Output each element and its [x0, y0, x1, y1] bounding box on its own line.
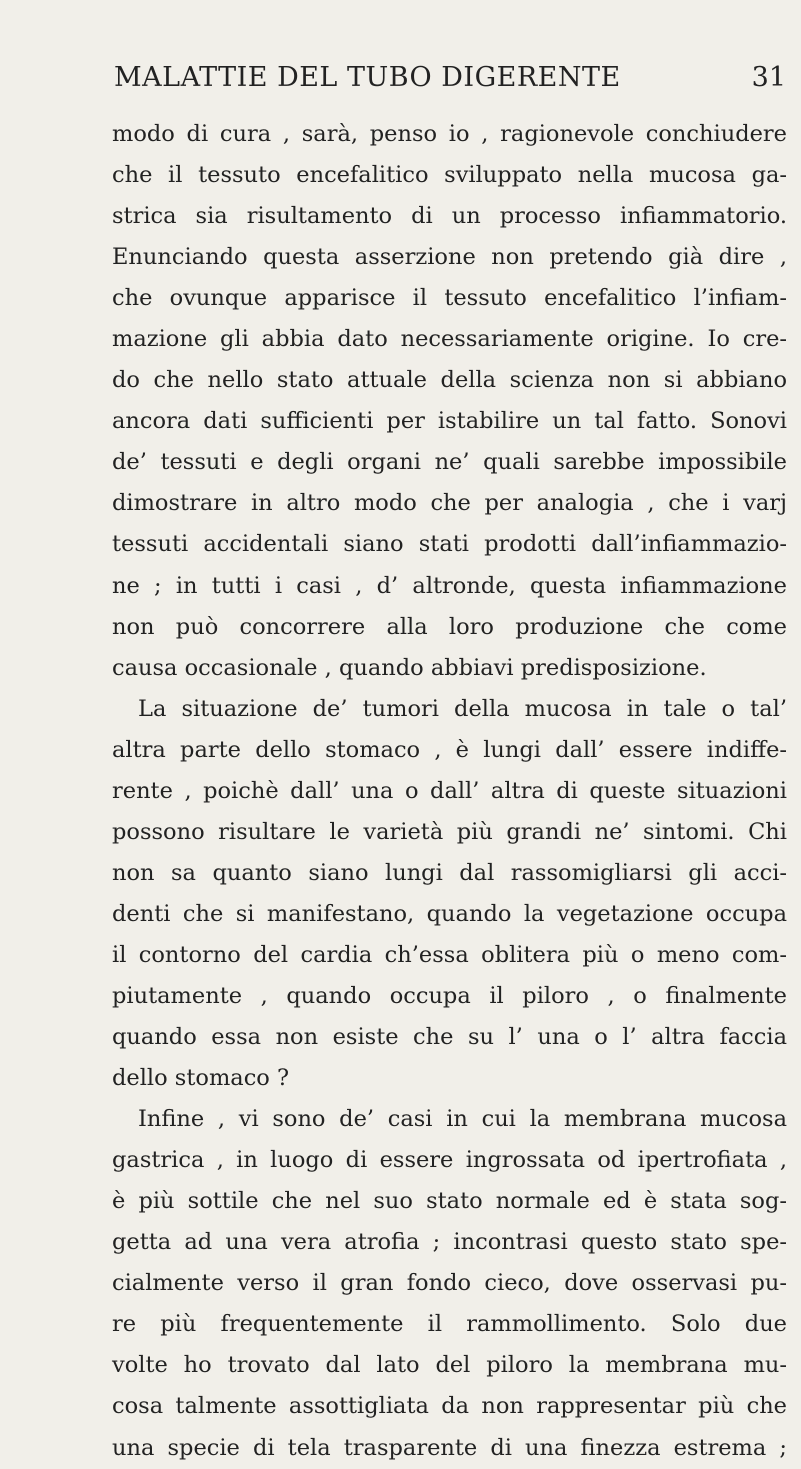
text-line: do che nello stato attuale della scienza non si abbiano — [112, 367, 787, 394]
text-line: rente , poichè dall’ una o dall’ altra di queste situazioni — [112, 777, 787, 804]
text-line: re più frequentemente il rammollimento. Solo due — [112, 1311, 787, 1338]
text-line: strica sia risultamento di un processo infiammatorio. — [112, 203, 787, 230]
text-line: mazione gli abbia dato necessariamente origine. Io cre- — [112, 326, 787, 353]
text-line: non può concorrere alla loro produzione che come — [112, 613, 787, 640]
text-line: Infine , vi sono de’ casi in cui la membrana mucosa — [138, 1106, 787, 1133]
text-line: cialmente verso il gran fondo cieco, dove osservasi pu- — [112, 1270, 787, 1297]
page-number: 31 — [751, 62, 786, 93]
text-line: tessuti accidentali siano stati prodotti dall’infiammazio- — [112, 531, 787, 558]
text-line: ne ; in tutti i casi , d’ altronde, questa infiammazione — [112, 572, 787, 599]
text-line: cosa talmente assottigliata da non rappresentar più che — [112, 1393, 787, 1420]
text-line: il contorno del cardia ch’essa oblitera più o meno com- — [112, 941, 787, 968]
body-text — [112, 114, 787, 1469]
text-line: volte ho trovato dal lato del piloro la membrana mu- — [112, 1352, 787, 1379]
running-title: MALATTIE DEL TUBO DIGERENTE — [114, 62, 621, 93]
text-line: dello stomaco ? — [112, 1065, 290, 1092]
page-header — [114, 62, 794, 102]
text-line: possono risultare le varietà più grandi ne’ sintomi. Chi — [112, 818, 787, 845]
text-line: getta ad una vera atrofia ; incontrasi questo stato spe- — [112, 1229, 787, 1256]
text-line: ancora dati sufficienti per istabilire un tal fatto. Sonovi — [112, 408, 787, 435]
text-line: piutamente , quando occupa il piloro , o finalmente — [112, 982, 787, 1009]
text-line: La situazione de’ tumori della mucosa in tale o tal’ — [138, 695, 787, 722]
text-line: denti che si manifestano, quando la vegetazione occupa — [112, 900, 787, 927]
text-line: è più sottile che nel suo stato normale ed è stata sog- — [112, 1188, 787, 1215]
text-line: che il tessuto encefalitico sviluppato nella mucosa ga- — [112, 162, 787, 189]
text-line: causa occasionale , quando abbiavi predisposizione. — [112, 654, 707, 681]
text-line: che ovunque apparisce il tessuto encefalitico l’infiam- — [112, 285, 787, 312]
text-line: gastrica , in luogo di essere ingrossata od ipertrofiata , — [112, 1147, 787, 1174]
text-line: quando essa non esiste che su l’ una o l’ altra faccia — [112, 1024, 787, 1051]
text-line: de’ tessuti e degli organi ne’ quali sarebbe impossibile — [112, 449, 787, 476]
text-line: una specie di tela trasparente di una finezza estrema ; — [112, 1434, 787, 1461]
text-line: altra parte dello stomaco , è lungi dall’ essere indiffe- — [112, 736, 787, 763]
text-line: dimostrare in altro modo che per analogia , che i varj — [112, 490, 787, 517]
text-line: non sa quanto siano lungi dal rassomigliarsi gli acci- — [112, 859, 787, 886]
text-line: modo di cura , sarà, penso io , ragionevole conchiudere — [112, 121, 787, 147]
text-line: Enunciando questa asserzione non pretendo già dire , — [112, 244, 787, 271]
